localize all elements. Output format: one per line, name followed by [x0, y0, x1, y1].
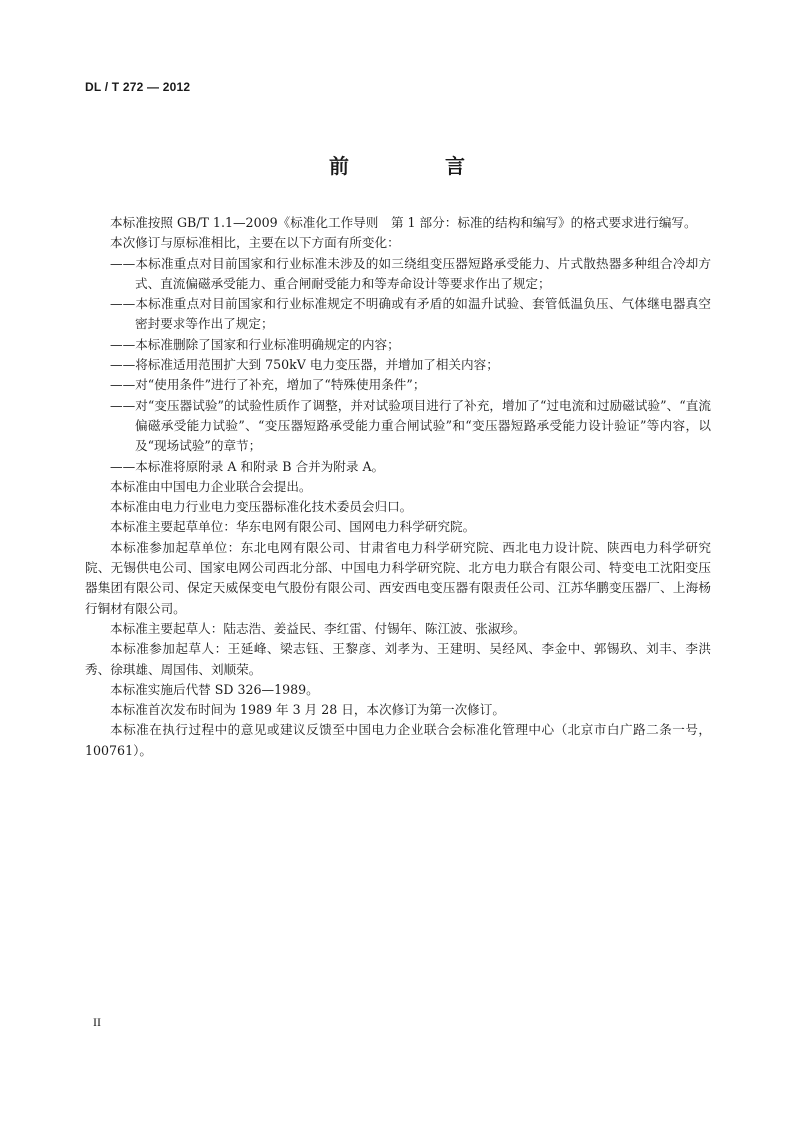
- paragraph-participating-units: 本标准参加起草单位：东北电网有限公司、甘肃省电力科学研究院、西北电力设计院、陕西电力科学研究院、无锡供电公司、国家电网公司西北分部、中国电力科学研究院、北方电力联合有限公司、特变电工沈阳变压器集团有限公司、保定天威保变电气股份有限公司、西安西电变压器有限责任公司、江苏华鹏变压器厂、上海杨行铜材有限公司。: [85, 539, 711, 616]
- paragraph-replaces: 本标准实施后代替 SD 326—1989。: [110, 681, 319, 697]
- change-item-2: ——本标准重点对目前国家和行业标准规定不明确或有矛盾的如温升试验、套管低温负压、气体继电器真空密封要求等作出了规定；: [110, 296, 711, 332]
- change-item-6: ——对“变压器试验”的试验性质作了调整，并对试验项目进行了补充，增加了“过电流和过励磁试验”、“直流偏磁承受能力试验”、“变压器短路承受能力重合闸试验”和“变压器短路承受能力设计验证”等内容，以及“现场试验”的章节；: [110, 397, 711, 454]
- paragraph-revision-intro: 本次修订与原标准相比，主要在以下方面有所变化：: [110, 235, 400, 251]
- page-number: II: [93, 1015, 101, 1029]
- paragraph-main-drafting-units: 本标准主要起草单位：华东电网有限公司、国网电力科学研究院。: [110, 519, 476, 535]
- paragraph-main-drafters: 本标准主要起草人：陆志浩、姜益民、李红雷、付锡年、陈江波、张淑珍。: [110, 620, 526, 636]
- page-title: 前 言: [329, 154, 503, 178]
- paragraph-proposer: 本标准由中国电力企业联合会提出。: [110, 478, 312, 494]
- change-item-7: ——本标准将原附录 A 和附录 B 合并为附录 A。: [110, 458, 385, 474]
- document-code-header: DL / T 272 — 2012: [85, 80, 191, 94]
- paragraph-first-release: 本标准首次发布时间为 1989 年 3 月 28 日，本次修订为第一次修订。: [110, 702, 505, 718]
- paragraph-committee: 本标准由电力行业电力变压器标准化技术委员会归口。: [110, 499, 413, 515]
- paragraph-feedback: 本标准在执行过程中的意见或建议反馈至中国电力企业联合会标准化管理中心（北京市白广路二条一号，100761）。: [85, 722, 711, 758]
- foreword-body: [85, 213, 711, 761]
- paragraph-participating-drafters: 本标准参加起草人：王延峰、梁志钰、王黎彦、刘孝为、王建明、吴经风、李金中、郭锡玖、刘丰、李洪秀、徐琪雄、周国伟、刘顺荣。: [85, 641, 711, 677]
- change-item-5: ——对“使用条件”进行了补充，增加了“特殊使用条件”；: [110, 377, 426, 393]
- paragraph-format-basis: 本标准按照 GB/T 1.1—2009《标准化工作导则 第 1 部分：标准的结构和编写》的格式要求进行编写。: [110, 215, 697, 230]
- change-item-1: ——本标准重点对目前国家和行业标准未涉及的如三绕组变压器短路承受能力、片式散热器多种组合冷却方式、直流偏磁承受能力、重合闸耐受能力和等寿命设计等要求作出了规定；: [110, 255, 711, 291]
- change-item-4: ——将标准适用范围扩大到 750kV 电力变压器，并增加了相关内容；: [110, 357, 499, 373]
- change-item-3: ——本标准删除了国家和行业标准明确规定的内容；: [110, 336, 400, 352]
